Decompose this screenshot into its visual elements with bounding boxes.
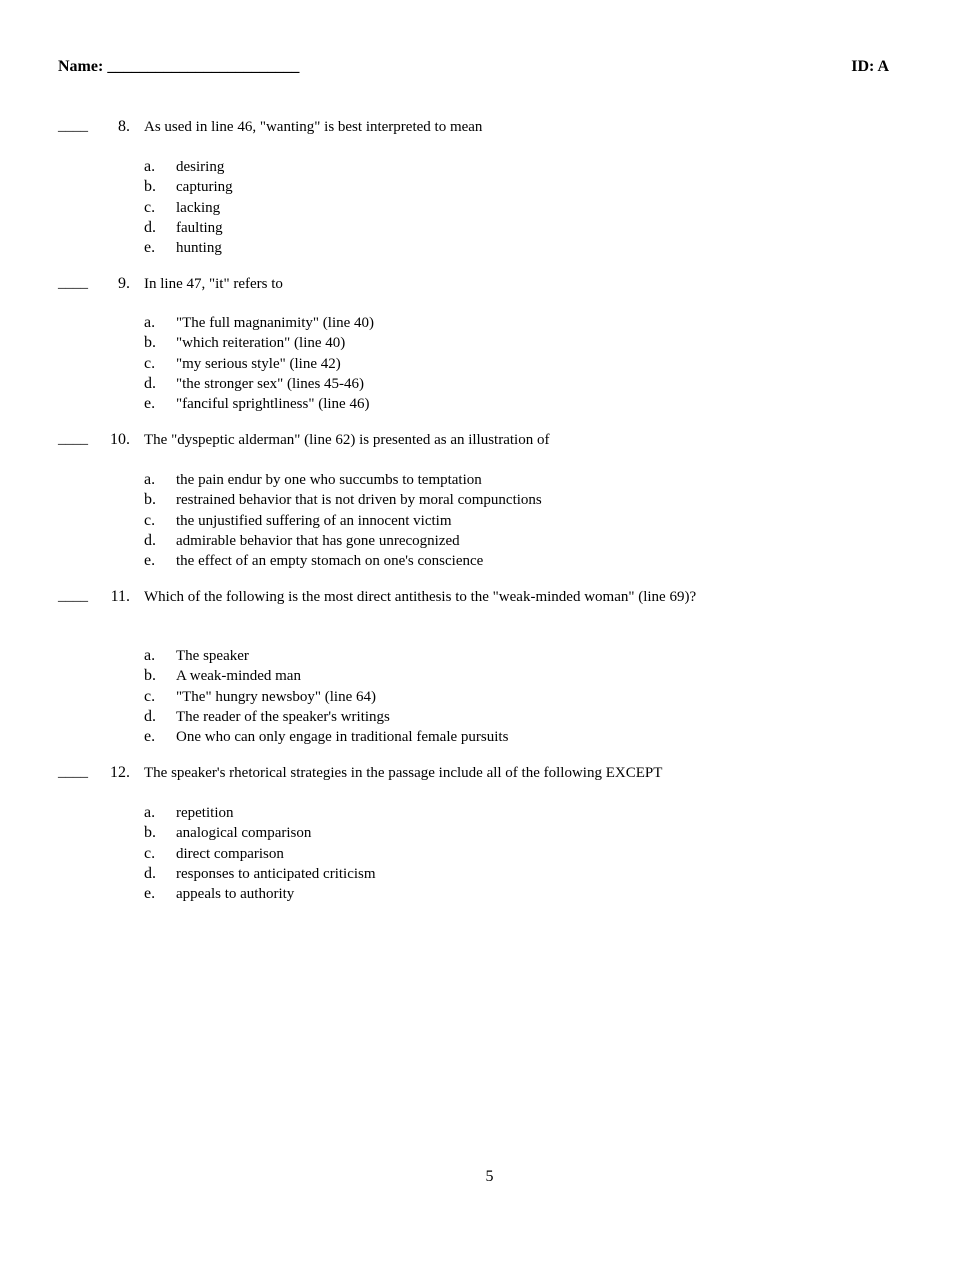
choice-text: restrained behavior that is not driven by moral compunctions: [176, 492, 542, 509]
choice-letter: c.: [144, 354, 156, 372]
choice-text: lacking: [176, 199, 221, 216]
choice-text: desiring: [176, 159, 225, 175]
choice-letter: b.: [144, 334, 156, 352]
page-number: 5: [485, 1168, 494, 1185]
choice-letter: e.: [144, 728, 156, 746]
page-header: [58, 58, 889, 80]
question-stem: Which of the following is the most direct antithesis to the "weak-minded woman" (line 69)?: [144, 589, 697, 605]
choice-letter: c.: [144, 198, 156, 216]
choice-letter: c.: [144, 511, 156, 529]
question-stem: The speaker's rhetorical strategies in the passage include all of the following EXCEPT: [144, 765, 663, 781]
question-stem: The "dyspeptic alderman" (line 62) is presented as an illustration of: [144, 432, 550, 448]
choice-letter: b.: [144, 178, 156, 196]
choice-text: capturing: [176, 179, 233, 196]
choice-text: A weak-minded man: [176, 668, 301, 685]
question-stem: In line 47, "it" refers to: [144, 276, 283, 292]
choice-letter: e.: [144, 239, 156, 257]
question-number: 9.: [118, 275, 130, 292]
choice-text: repetition: [176, 805, 234, 821]
answer-blank: ____: [58, 764, 88, 780]
choice-text: "which reiteration" (line 40): [176, 335, 346, 352]
choice-text: responses to anticipated criticism: [176, 865, 376, 882]
answer-blank: ____: [58, 431, 88, 447]
question-stem: As used in line 46, "wanting" is best interpreted to mean: [144, 119, 483, 135]
answer-blank: ____: [58, 118, 88, 134]
choice-text: the unjustified suffering of an innocent victim: [176, 512, 452, 529]
choice-text: "The" hungry newsboy" (line 64): [176, 688, 376, 705]
choice-letter: c.: [144, 687, 156, 705]
choice-text: faulting: [176, 219, 223, 236]
choice-letter: a.: [144, 647, 156, 664]
choice-letter: e.: [144, 395, 156, 413]
question-number: 10.: [110, 431, 130, 448]
choice-letter: d.: [144, 707, 156, 725]
choice-text: The reader of the speaker's writings: [176, 708, 390, 725]
choice-text: appeals to authority: [176, 886, 295, 903]
choice-letter: e.: [144, 552, 156, 570]
choice-letter: b.: [144, 491, 156, 509]
choice-letter: d.: [144, 864, 156, 882]
choice-letter: a.: [144, 471, 156, 488]
choice-letter: a.: [144, 158, 156, 175]
question-number: 8.: [118, 118, 130, 135]
test-id-label: ID: A: [851, 58, 889, 75]
choice-text: the effect of an empty stomach on one's conscience: [176, 553, 484, 570]
choice-letter: c.: [144, 844, 156, 862]
choice-text: analogical comparison: [176, 825, 312, 842]
name-field-label: Name: ________________________: [58, 58, 300, 75]
choice-letter: d.: [144, 218, 156, 236]
choice-text: admirable behavior that has gone unrecognized: [176, 532, 460, 549]
choice-text: direct comparison: [176, 845, 284, 862]
question-number: 11.: [110, 588, 130, 605]
choice-text: One who can only engage in traditional female pursuits: [176, 729, 509, 746]
choice-text: "the stronger sex" (lines 45-46): [176, 375, 365, 392]
choice-letter: b.: [144, 667, 156, 685]
choice-letter: a.: [144, 804, 156, 821]
question-number: 12.: [110, 764, 130, 781]
choice-letter: a.: [144, 314, 156, 331]
choice-letter: d.: [144, 374, 156, 392]
choice-text: "my serious style" (line 42): [176, 355, 341, 372]
answer-blank: ____: [58, 275, 88, 291]
choice-letter: e.: [144, 885, 156, 903]
choice-letter: d.: [144, 531, 156, 549]
choice-text: hunting: [176, 240, 222, 257]
choice-text: "fanciful sprightliness" (line 46): [176, 396, 370, 413]
answer-blank: ____: [58, 588, 88, 604]
choice-letter: b.: [144, 824, 156, 842]
choice-text: "The full magnanimity" (line 40): [176, 315, 375, 331]
choice-text: The speaker: [176, 648, 249, 664]
choice-text: the pain endur by one who succumbs to temptation: [176, 472, 482, 488]
